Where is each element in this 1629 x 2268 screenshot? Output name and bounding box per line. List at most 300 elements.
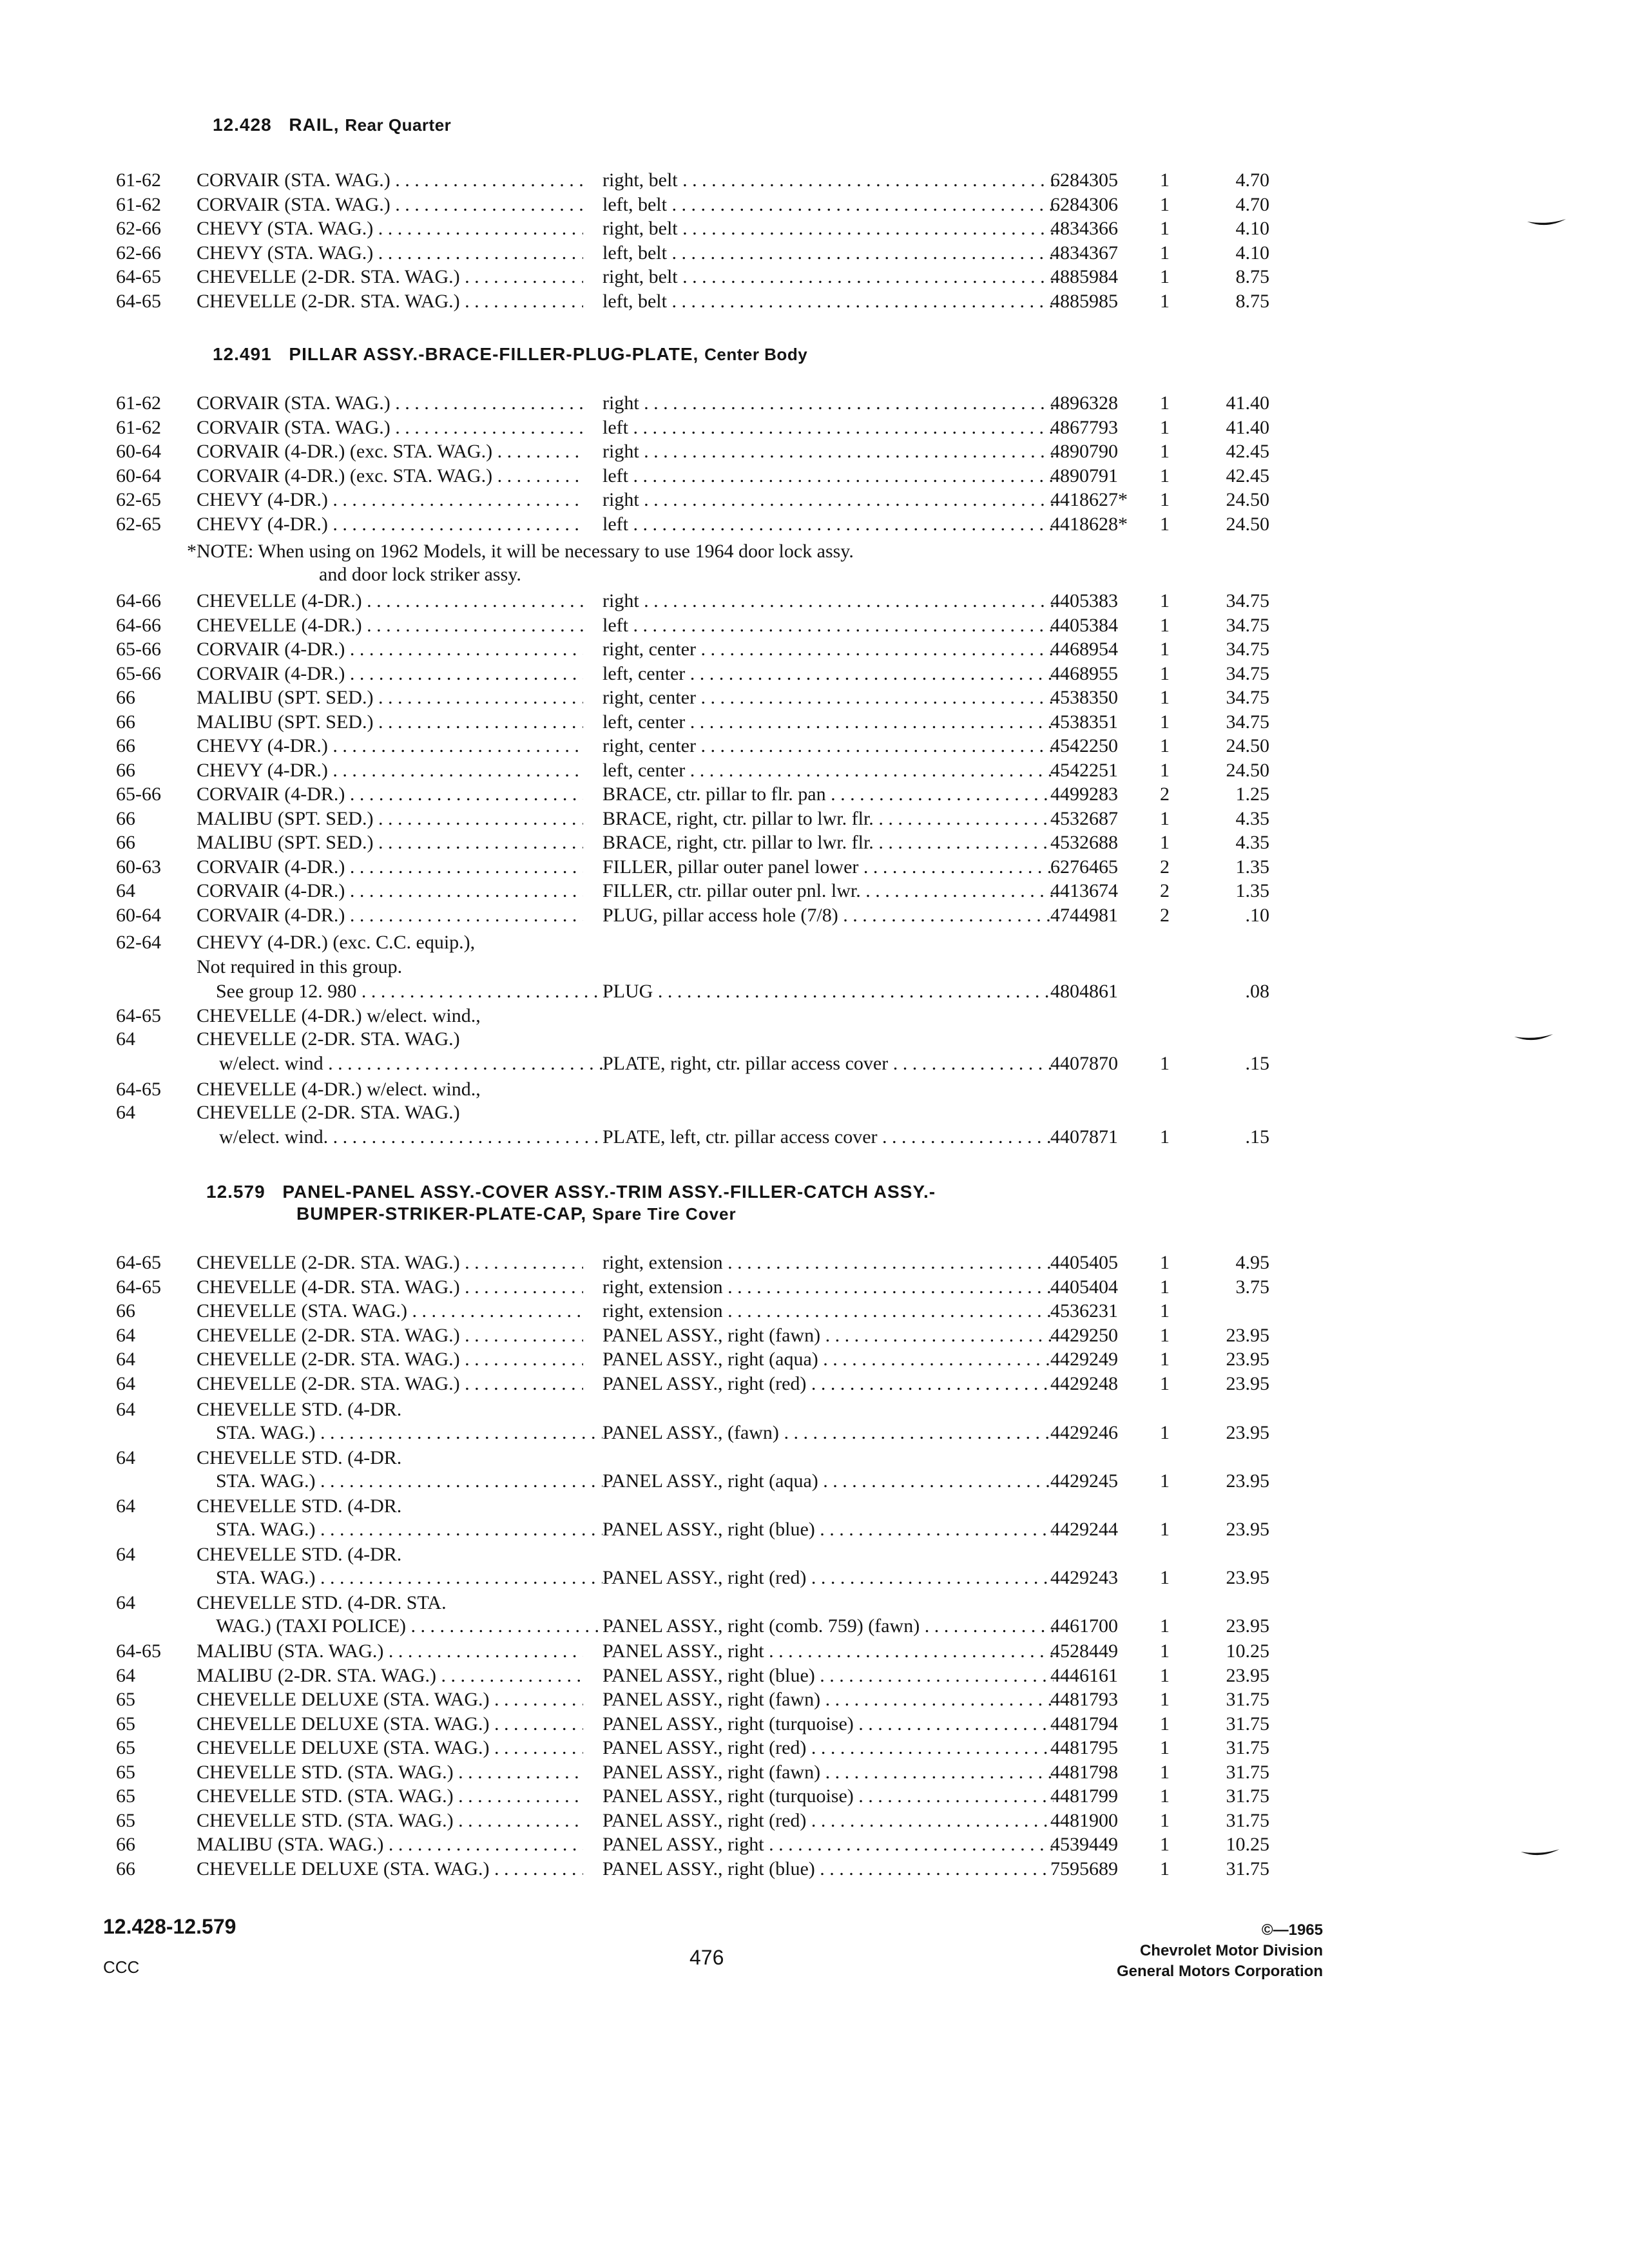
table-row xyxy=(0,711,1629,734)
quantity-cell: 1 xyxy=(1160,1053,1170,1074)
year-cell: 64 xyxy=(116,1349,135,1370)
part-number-cell: 4896328 xyxy=(1050,392,1118,414)
model-cell: w/elect. wind. . . . xyxy=(219,1126,606,1149)
quantity-cell: 1 xyxy=(1160,1276,1170,1298)
part-number-cell: 4532688 xyxy=(1050,832,1118,853)
part-number-cell: 4890791 xyxy=(1050,465,1118,486)
table-row xyxy=(0,1276,1629,1299)
price-cell: 34.75 xyxy=(1226,662,1269,684)
table-row xyxy=(0,686,1629,709)
model-cell: STA. WAG.) . . . xyxy=(216,1518,602,1541)
price-cell: 3.75 xyxy=(1235,1276,1269,1298)
price-cell: 23.95 xyxy=(1226,1470,1269,1492)
price-cell: 1.35 xyxy=(1235,880,1269,901)
section-heading-12-579-line-2 xyxy=(296,1204,737,1224)
year-cell: 64 xyxy=(116,1447,135,1468)
description-cell: PANEL ASSY., right (fawn) . . . xyxy=(602,1324,1054,1347)
description-cell: PANEL ASSY., right (aqua) . . . xyxy=(602,1470,1054,1493)
model-cell: CORVAIR (4-DR.) . . . xyxy=(197,662,583,686)
price-cell: 31.75 xyxy=(1226,1858,1269,1879)
quantity-cell: 1 xyxy=(1160,807,1170,829)
part-number-cell: 4528449 xyxy=(1050,1640,1118,1662)
table-row xyxy=(0,1688,1629,1711)
description-cell: right, center . . . xyxy=(602,735,1054,758)
table-row xyxy=(0,1543,1629,1566)
table-row xyxy=(0,1372,1629,1396)
quantity-cell: 1 xyxy=(1160,218,1170,239)
table-row xyxy=(0,1446,1629,1470)
section-subtitle: Center Body xyxy=(704,345,808,364)
table-row xyxy=(0,169,1629,192)
quantity-cell: 1 xyxy=(1160,614,1170,636)
description-cell: FILLER, ctr. pillar outer pnl. lwr. . . . xyxy=(602,879,1054,903)
quantity-cell: 1 xyxy=(1160,489,1170,510)
table-row xyxy=(0,1736,1629,1760)
year-cell: 64 xyxy=(116,1372,135,1394)
quantity-cell: 1 xyxy=(1160,193,1170,215)
table-row xyxy=(0,807,1629,831)
part-number-cell: 6284306 xyxy=(1050,193,1118,215)
model-cell: CHEVELLE (2-DR. STA. WAG.) . . . xyxy=(197,1251,583,1274)
table-row xyxy=(0,290,1629,313)
year-cell: 64-66 xyxy=(116,590,161,611)
model-cell: CHEVY (4-DR.) . . . xyxy=(197,513,583,536)
part-number-cell: 4885985 xyxy=(1050,290,1118,312)
price-cell: 23.95 xyxy=(1226,1349,1269,1370)
price-cell: .10 xyxy=(1245,904,1269,926)
quantity-cell: 1 xyxy=(1160,513,1170,535)
page-number: 476 xyxy=(689,1946,724,1969)
section-heading-12-491 xyxy=(213,344,807,365)
description-cell: right, belt . . . xyxy=(602,169,1054,192)
description-cell: BRACE, right, ctr. pillar to lwr. flr. . . . xyxy=(602,831,1054,854)
table-row xyxy=(0,1809,1629,1832)
price-cell: 1.25 xyxy=(1235,783,1269,805)
model-cell: CORVAIR (4-DR.) . . . xyxy=(197,856,583,879)
year-cell: 64-65 xyxy=(116,1276,161,1298)
table-row xyxy=(0,1078,1629,1101)
quantity-cell: 1 xyxy=(1160,590,1170,611)
part-number-cell: 4536231 xyxy=(1050,1300,1118,1321)
table-row xyxy=(0,1640,1629,1663)
price-cell: 4.35 xyxy=(1235,807,1269,829)
description-cell: left . . . xyxy=(602,614,1054,637)
price-cell: 8.75 xyxy=(1235,266,1269,287)
quantity-cell: 1 xyxy=(1160,1761,1170,1783)
price-cell: 31.75 xyxy=(1226,1785,1269,1807)
part-number-cell: 4405404 xyxy=(1050,1276,1118,1298)
quantity-cell: 1 xyxy=(1160,662,1170,684)
table-row xyxy=(0,759,1629,782)
description-cell: PANEL ASSY., (fawn) . . . xyxy=(602,1421,1054,1445)
model-cell: CHEVELLE DELUXE (STA. WAG.) . . . xyxy=(197,1713,583,1736)
quantity-cell: 1 xyxy=(1160,1615,1170,1637)
copyright-line: ©—1965 xyxy=(1261,1921,1323,1939)
model-cell: Not required in this group. xyxy=(197,956,403,977)
quantity-cell: 1 xyxy=(1160,1785,1170,1807)
table-row xyxy=(0,1126,1629,1149)
price-cell: 10.25 xyxy=(1226,1834,1269,1855)
year-cell: 61-62 xyxy=(116,392,161,414)
price-cell: 23.95 xyxy=(1226,1567,1269,1588)
footer-publisher xyxy=(1117,1920,1323,1982)
model-cell: CHEVY (STA. WAG.) . . . xyxy=(197,217,583,240)
model-cell: CHEVELLE (4-DR.) w/elect. wind., xyxy=(197,1005,481,1026)
model-cell: CHEVELLE STD. (4-DR. STA. xyxy=(197,1592,447,1613)
part-number-cell: 4538351 xyxy=(1050,711,1118,733)
description-cell: right . . . xyxy=(602,392,1054,415)
year-cell: 64 xyxy=(116,1544,135,1565)
section-subtitle: Spare Tire Cover xyxy=(592,1204,737,1224)
price-cell: 4.10 xyxy=(1235,242,1269,264)
price-cell: 1.35 xyxy=(1235,856,1269,878)
table-row xyxy=(0,1348,1629,1371)
year-cell: 62-66 xyxy=(116,218,161,239)
model-cell: STA. WAG.) . . . xyxy=(216,1566,602,1590)
model-cell: CHEVY (STA. WAG.) . . . xyxy=(197,242,583,265)
year-cell: 66 xyxy=(116,759,135,781)
model-cell: STA. WAG.) . . . xyxy=(216,1470,602,1493)
model-cell: CORVAIR (STA. WAG.) . . . xyxy=(197,392,583,415)
model-cell: CHEVELLE STD. (4-DR. xyxy=(197,1544,402,1565)
description-cell: left, belt . . . xyxy=(602,242,1054,265)
model-cell: STA. WAG.) . . . xyxy=(216,1421,602,1445)
table-row xyxy=(0,1664,1629,1687)
description-cell: PANEL ASSY., right (aqua) . . . xyxy=(602,1348,1054,1371)
part-number-cell: 4532687 xyxy=(1050,807,1118,829)
table-row xyxy=(0,904,1629,927)
quantity-cell: 1 xyxy=(1160,832,1170,853)
quantity-cell: 1 xyxy=(1160,1126,1170,1148)
year-cell: 64-65 xyxy=(116,1079,161,1100)
year-cell: 66 xyxy=(116,807,135,829)
model-cell: CHEVELLE (4-DR.) . . . xyxy=(197,590,583,613)
table-row xyxy=(0,1833,1629,1856)
price-cell: 31.75 xyxy=(1226,1761,1269,1783)
part-number-cell: 4499283 xyxy=(1050,783,1118,805)
table-row xyxy=(0,783,1629,806)
description-cell: right, extension . . . xyxy=(602,1300,1054,1323)
year-cell: 64-66 xyxy=(116,614,161,636)
table-row xyxy=(0,980,1629,1003)
description-cell: left . . . xyxy=(602,416,1054,439)
section-heading-12-579 xyxy=(206,1182,936,1202)
quantity-cell: 1 xyxy=(1160,735,1170,756)
table-row xyxy=(0,1398,1629,1421)
part-number-cell: 4429245 xyxy=(1050,1470,1118,1492)
part-number-cell: 4407871 xyxy=(1050,1126,1118,1148)
table-row xyxy=(0,242,1629,265)
year-cell: 61-62 xyxy=(116,193,161,215)
part-number-cell: 4542251 xyxy=(1050,759,1118,781)
description-cell: PLATE, right, ctr. pillar access cover . . . xyxy=(602,1052,1054,1075)
part-number-cell: 4481900 xyxy=(1050,1809,1118,1831)
model-cell: CORVAIR (4-DR.) . . . xyxy=(197,783,583,806)
quantity-cell: 1 xyxy=(1160,1713,1170,1735)
quantity-cell: 1 xyxy=(1160,1349,1170,1370)
description-cell: right, center . . . xyxy=(602,686,1054,709)
quantity-cell: 1 xyxy=(1160,1252,1170,1273)
note-line-2: and door lock striker assy. xyxy=(319,564,521,585)
price-cell: 41.40 xyxy=(1226,392,1269,414)
description-cell: PANEL ASSY., right (blue) . . . xyxy=(602,1664,1054,1687)
quantity-cell: 1 xyxy=(1160,1470,1170,1492)
quantity-cell: 1 xyxy=(1160,416,1170,438)
margin-mark-icon xyxy=(1521,1849,1559,1858)
description-cell: right, belt . . . xyxy=(602,265,1054,289)
model-cell: CHEVELLE DELUXE (STA. WAG.) . . . xyxy=(197,1858,583,1881)
year-cell: 64-65 xyxy=(116,1252,161,1273)
table-row xyxy=(0,1785,1629,1808)
description-cell: right . . . xyxy=(602,440,1054,463)
price-cell: 23.95 xyxy=(1226,1422,1269,1443)
price-cell: 31.75 xyxy=(1226,1713,1269,1735)
year-cell: 66 xyxy=(116,735,135,756)
description-cell: left . . . xyxy=(602,513,1054,536)
year-cell: 60-64 xyxy=(116,465,161,486)
description-cell: PANEL ASSY., right (red) . . . xyxy=(602,1566,1054,1590)
part-number-cell: 4834366 xyxy=(1050,218,1118,239)
year-cell: 66 xyxy=(116,1858,135,1879)
part-number-cell: 4418627* xyxy=(1050,489,1128,510)
description-cell: right, extension . . . xyxy=(602,1276,1054,1299)
model-cell: CHEVELLE (2-DR. STA. WAG.) xyxy=(197,1028,460,1050)
description-cell: PANEL ASSY., right (blue) . . . xyxy=(602,1858,1054,1881)
model-cell: CHEVELLE STD. (STA. WAG.) . . . xyxy=(197,1809,583,1832)
model-cell: CHEVELLE STD. (4-DR. xyxy=(197,1495,402,1517)
quantity-cell: 1 xyxy=(1160,242,1170,264)
quantity-cell: 1 xyxy=(1160,1422,1170,1443)
year-cell: 65-66 xyxy=(116,662,161,684)
table-row xyxy=(0,931,1629,954)
model-cell: CHEVELLE DELUXE (STA. WAG.) . . . xyxy=(197,1688,583,1711)
year-cell: 65-66 xyxy=(116,639,161,660)
price-cell: 24.50 xyxy=(1226,513,1269,535)
table-row xyxy=(0,1495,1629,1518)
description-cell: PANEL ASSY., right (red) . . . xyxy=(602,1736,1054,1760)
quantity-cell: 2 xyxy=(1160,783,1170,805)
description-cell: left, belt . . . xyxy=(602,193,1054,216)
price-cell: 24.50 xyxy=(1226,489,1269,510)
year-cell: 66 xyxy=(116,1834,135,1855)
part-number-cell: 4461700 xyxy=(1050,1615,1118,1637)
model-cell: MALIBU (SPT. SED.) . . . xyxy=(197,807,583,831)
quantity-cell: 1 xyxy=(1160,465,1170,486)
table-row xyxy=(0,1518,1629,1541)
model-cell: CHEVELLE (4-DR.) w/elect. wind., xyxy=(197,1079,481,1100)
quantity-cell: 1 xyxy=(1160,639,1170,660)
part-number-cell: 4405405 xyxy=(1050,1252,1118,1273)
section-number: 12.428 xyxy=(213,115,272,135)
year-cell: 64 xyxy=(116,1399,135,1420)
price-cell: 34.75 xyxy=(1226,590,1269,611)
year-cell: 64 xyxy=(116,1324,135,1346)
description-cell: left, center . . . xyxy=(602,759,1054,782)
section-title: PANEL-PANEL ASSY.-COVER ASSY.-TRIM ASSY.-FILLER-CATCH ASSY.- xyxy=(282,1182,936,1202)
model-cell: CHEVELLE STD. (4-DR. xyxy=(197,1447,402,1468)
price-cell: 10.25 xyxy=(1226,1640,1269,1662)
price-cell: .15 xyxy=(1245,1126,1269,1148)
model-cell: CORVAIR (4-DR.) (exc. STA. WAG.) . . . xyxy=(197,440,583,463)
table-row xyxy=(0,265,1629,289)
table-row xyxy=(0,193,1629,216)
price-cell: 23.95 xyxy=(1226,1664,1269,1686)
year-cell: 64-65 xyxy=(116,290,161,312)
part-number-cell: 4405384 xyxy=(1050,614,1118,636)
model-cell: CHEVELLE STD. (4-DR. xyxy=(197,1399,402,1420)
description-cell: PANEL ASSY., right (red) . . . xyxy=(602,1372,1054,1396)
part-number-cell: 4885984 xyxy=(1050,266,1118,287)
description-cell: left, center . . . xyxy=(602,662,1054,686)
table-row xyxy=(0,1052,1629,1075)
description-cell: left, center . . . xyxy=(602,711,1054,734)
description-cell: left, belt . . . xyxy=(602,290,1054,313)
year-cell: 66 xyxy=(116,711,135,733)
year-cell: 64 xyxy=(116,1102,135,1123)
model-cell: CORVAIR (4-DR.) . . . xyxy=(197,879,583,903)
model-cell: CHEVELLE (STA. WAG.) . . . xyxy=(197,1300,583,1323)
year-cell: 64-65 xyxy=(116,266,161,287)
model-cell: CHEVELLE (2-DR. STA. WAG.) . . . xyxy=(197,1324,583,1347)
corporation-line: General Motors Corporation xyxy=(1116,1963,1323,1980)
quantity-cell: 1 xyxy=(1160,1300,1170,1321)
year-cell: 65 xyxy=(116,1713,135,1735)
table-row xyxy=(0,831,1629,854)
section-title: PILLAR ASSY.-BRACE-FILLER-PLUG-PLATE, xyxy=(289,344,699,364)
model-cell: MALIBU (SPT. SED.) . . . xyxy=(197,831,583,854)
table-row xyxy=(0,1101,1629,1124)
year-cell: 61-62 xyxy=(116,169,161,191)
year-cell: 66 xyxy=(116,832,135,853)
table-row xyxy=(0,956,1629,979)
year-cell: 65 xyxy=(116,1809,135,1831)
model-cell: MALIBU (2-DR. STA. WAG.) . . . xyxy=(197,1664,583,1687)
price-cell: 31.75 xyxy=(1226,1809,1269,1831)
price-cell: .08 xyxy=(1245,981,1269,1002)
quantity-cell: 1 xyxy=(1160,290,1170,312)
year-cell: 65 xyxy=(116,1761,135,1783)
price-cell: 34.75 xyxy=(1226,687,1269,708)
description-cell: right, extension . . . xyxy=(602,1251,1054,1274)
table-row xyxy=(0,440,1629,463)
section-title: BUMPER-STRIKER-PLATE-CAP, xyxy=(296,1204,587,1224)
quantity-cell: 2 xyxy=(1160,856,1170,878)
table-row xyxy=(0,1251,1629,1274)
description-cell: BRACE, ctr. pillar to flr. pan . . . xyxy=(602,783,1054,806)
year-cell: 66 xyxy=(116,687,135,708)
part-number-cell: 4481795 xyxy=(1050,1737,1118,1758)
quantity-cell: 1 xyxy=(1160,1324,1170,1346)
table-row xyxy=(0,1004,1629,1028)
price-cell: 4.95 xyxy=(1235,1252,1269,1273)
year-cell: 64 xyxy=(116,1664,135,1686)
table-row xyxy=(0,1324,1629,1347)
description-cell: PANEL ASSY., right . . . xyxy=(602,1833,1054,1856)
year-cell: 64-65 xyxy=(116,1005,161,1026)
description-cell: PLUG . . . xyxy=(602,980,1054,1003)
part-number-cell: 4538350 xyxy=(1050,687,1118,708)
model-cell: CHEVELLE (2-DR. STA. WAG.) . . . xyxy=(197,290,583,313)
model-cell: CHEVELLE (4-DR. STA. WAG.) . . . xyxy=(197,1276,583,1299)
model-cell: WAG.) (TAXI POLICE) . . . xyxy=(216,1615,602,1638)
part-number-cell: 4405383 xyxy=(1050,590,1118,611)
section-number: 12.491 xyxy=(213,344,272,364)
description-cell: right . . . xyxy=(602,488,1054,512)
part-number-cell: 4481799 xyxy=(1050,1785,1118,1807)
table-row xyxy=(0,1713,1629,1736)
model-cell: w/elect. wind . . . xyxy=(219,1052,606,1075)
model-cell: CORVAIR (4-DR.) . . . xyxy=(197,904,583,927)
description-cell: PANEL ASSY., right (fawn) . . . xyxy=(602,1688,1054,1711)
model-cell: CHEVELLE STD. (STA. WAG.) . . . xyxy=(197,1761,583,1784)
year-cell: 64 xyxy=(116,1028,135,1050)
model-cell: CHEVELLE (4-DR.) . . . xyxy=(197,614,583,637)
price-cell: 31.75 xyxy=(1226,1737,1269,1758)
price-cell: 4.70 xyxy=(1235,193,1269,215)
table-row xyxy=(0,1421,1629,1445)
table-row xyxy=(0,1858,1629,1881)
table-row xyxy=(0,1566,1629,1590)
table-row xyxy=(0,1470,1629,1493)
price-cell: 34.75 xyxy=(1226,711,1269,733)
table-row xyxy=(0,590,1629,613)
year-cell: 64 xyxy=(116,1592,135,1613)
model-cell: MALIBU (SPT. SED.) . . . xyxy=(197,711,583,734)
model-cell: CHEVY (4-DR.) . . . xyxy=(197,759,583,782)
description-cell: PANEL ASSY., right (red) . . . xyxy=(602,1809,1054,1832)
model-cell: CHEVELLE (2-DR. STA. WAG.) . . . xyxy=(197,1372,583,1396)
table-row xyxy=(0,465,1629,488)
part-number-cell: 4468954 xyxy=(1050,639,1118,660)
quantity-cell: 1 xyxy=(1160,1858,1170,1879)
part-number-cell: 4429243 xyxy=(1050,1567,1118,1588)
model-cell: CHEVELLE (2-DR. STA. WAG.) . . . xyxy=(197,1348,583,1371)
model-cell: CHEVELLE DELUXE (STA. WAG.) . . . xyxy=(197,1736,583,1760)
quantity-cell: 1 xyxy=(1160,711,1170,733)
quantity-cell: 1 xyxy=(1160,266,1170,287)
part-number-cell: 4481798 xyxy=(1050,1761,1118,1783)
price-cell: 8.75 xyxy=(1235,290,1269,312)
price-cell: 42.45 xyxy=(1226,441,1269,462)
model-cell: CHEVELLE (2-DR. STA. WAG.) xyxy=(197,1102,460,1123)
quantity-cell: 1 xyxy=(1160,1640,1170,1662)
price-cell: 23.95 xyxy=(1226,1615,1269,1637)
table-row xyxy=(0,392,1629,415)
price-cell: 23.95 xyxy=(1226,1519,1269,1540)
description-cell: BRACE, right, ctr. pillar to lwr. flr. . . . xyxy=(602,807,1054,831)
description-cell: right . . . xyxy=(602,590,1054,613)
margin-mark-icon xyxy=(1514,1034,1553,1043)
part-number-cell: 4834367 xyxy=(1050,242,1118,264)
part-number-cell: 4867793 xyxy=(1050,416,1118,438)
quantity-cell: 1 xyxy=(1160,1737,1170,1758)
price-cell: 4.35 xyxy=(1235,832,1269,853)
year-cell: 65-66 xyxy=(116,783,161,805)
model-cell: CHEVY (4-DR.) . . . xyxy=(197,488,583,512)
table-row xyxy=(0,1761,1629,1784)
model-cell: CHEVY (4-DR.) . . . xyxy=(197,735,583,758)
table-row xyxy=(0,488,1629,512)
quantity-cell: 2 xyxy=(1160,904,1170,926)
table-row xyxy=(0,416,1629,439)
quantity-cell: 2 xyxy=(1160,880,1170,901)
price-cell: 41.40 xyxy=(1226,416,1269,438)
description-cell: PLATE, left, ctr. pillar access cover . . . xyxy=(602,1126,1054,1149)
description-cell: PANEL ASSY., right (blue) . . . xyxy=(602,1518,1054,1541)
model-cell: MALIBU (SPT. SED.) . . . xyxy=(197,686,583,709)
footer-code: CCC xyxy=(103,1957,140,1977)
part-number-cell: 4429244 xyxy=(1050,1519,1118,1540)
